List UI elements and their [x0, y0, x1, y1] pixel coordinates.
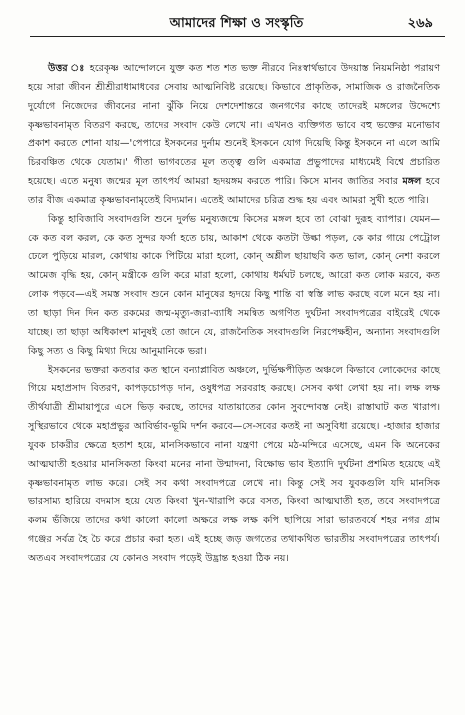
paragraph-answer — [28, 60, 440, 211]
paragraph-1-bold-word: মঙ্গল — [402, 176, 422, 188]
answer-label: উত্তর ঃ — [48, 63, 86, 74]
paragraph-2: কিন্তু হাবিজাবি সংবাদগুলি শুনে দুর্লভ মনুষ্যজন্মে কিসের মঙ্গল হবে তা বোঝা দুরূহ ব্যাপার। যেমন—কে কত বল করল, কে কত সুন্দর ফর্সা হতে চায়, আকাশ থেকে কতটা উল্কা পড়ল, কে কার গায়ে পেট্রোল ঢেলে পুড়িয়ে মারল, কোথায় কাকে পিটিয়ে মারা হলো, কোন্ অশ্লীল ছায়াছবি কত ভাল, কোন্ নেশা করলে আমেজ বৃদ্ধি হয়, কোন্ মন্ত্রীকে গুলি করে মারা হলো, কোথায় ধর্মঘট চলছে, আরো কত লোক মরবে, কত লোক পড়বে—এই সমস্ত সংবাদ শুনে কোন মানুষের হৃদয়ে কিছু শান্তি বা স্বস্তি লাভ করছে বলে মনে হয় না। তা ছাড়া দিন দিন কত রকমের জন্ম-মৃত্যু-জরা-ব্যাধি সমন্বিত অগণিত দুর্ঘটনা সংবাদপত্রের বাইরেই থেকে যাচ্ছে। তা ছাড়া অধিকাংশ মানুষই তো জানে যে, রাজনৈতিক সংবাদগুলি নিরপেক্ষহীন, অন্যান্য সংবাদগুলি কিছু সত্য ও কিছু মিথ্যা দিয়ে আনুমানিকে ভরা। — [28, 213, 440, 357]
page-header — [30, 12, 443, 34]
paragraph-1-text-a: হরেকৃষ্ণ আন্দোলনে যুক্ত কত শত শত ভক্ত নীরবে নিঃস্বার্থভাবে উদয়াস্ত নিয়মনিষ্ঠা পরায়ণ হয়ে সারা জীবন শ্রীশ্রীরাধামাধবের সেবায় আত্মনিবিষ্ট রয়েছে। কিভাবে প্রাকৃতিক, সামাজিক ও রাজনৈতিক দুর্যোগে নিজেদের জীবনের নানা ঝুঁকি নিয়ে দেশদেশান্তরে জনগণের কাছে তাদেরই মঙ্গলের উদ্দেশ্যে কৃষ্ণভাবনামৃত বিতরণ করছে, তাদের সংবাদ কেউ লেখে না। এখনও ব্যক্তিগত ভাবে বহু ভক্তের মনোভাব প্রকাশ করতে শোনা যায়—'পেপারে ইসকনের দুর্নাম শুনেই ইসকনে যোগ দিয়েছি কিন্তু ইসকনে না এলে আমি চিরবঞ্চিত থেকে যেতাম।' গীতা ভাগবতের মূল তত্ত্ব গুলি একমাত্র প্রভুপাদের মাধ্যমেই বিশ্বে প্রচারিত হয়েছে। এতে মনুষ্য জন্মের মূল তাৎপর্য আমরা হৃদয়ঙ্গম করতে পারি। কিসে মানব জাতির সবার — [28, 63, 440, 188]
header-divider — [30, 36, 445, 37]
page-number: ২৬৯ — [407, 16, 433, 31]
running-title: আমাদের শিক্ষা ও সংস্কৃতি — [169, 16, 304, 31]
paragraph-3: ইসকনের ভক্তরা কতবার কত স্থানে বন্যাপ্লাবিত অঞ্চলে, দুর্ভিক্ষপীড়িত অঞ্চলে কিভাবে লোকেদের কাছে গিয়ে মহাপ্রসাদ বিতরণ, কাপড়চোপড় দান, ওষুধপত্র সরবরাহ করছে। সেসব কথা লেখা হয় না। লক্ষ লক্ষ তীর্থযাত্রী শ্রীমায়াপুরে এসে ভিড় করছে, তাদের যাতায়াতের কোন সুবন্দোবস্ত নেই। রাস্তাঘাট কত খারাপ। সুস্থিরভাবে থেকে মহাপ্রভুর আবির্ভাব-ভূমি দর্শন করবে—সে-সবের কতই না অসুবিধা রয়েছে। -হাজার হাজার যুবক চাকরীর ক্ষেত্রে হতাশ হয়ে, মানসিকভাবে নানা যন্ত্রণা পেয়ে মঠ-মন্দিরে এসেছে, এমন কি অনেকের আত্মঘাতী হওয়ার মানসিকতা কিংবা মনের নানা উন্মাদনা, বিক্ষোভ ভাব ইত্যাদি দুর্ঘটনা প্রশমিত হয়েছে এই কৃষ্ণভাবনামৃত লাভ করে। সেই সব কথা সংবাদপত্রে লেখে না। কিন্তু সেই সব যুবকগুলি যদি মানসিক ভারসাম্য হারিয়ে বদমাস হয়ে যেত কিংবা খুন-খারাপি করে বসত, কিংবা আত্মঘাতী হত, তবে সংবাদপত্রে কলম ভঁজিয়ে তাদের কথা কালো কালো অক্ষরে লক্ষ লক্ষ কপি ছাপিয়ে সারা ভারতবর্ষে শহর নগর গ্রাম গঞ্জের সর্বত্র হৈ চৈ করে প্রচার করা হত। এই হচ্ছে জড় জগতের তথাকথিত ভারতীয় সংবাদপত্রের তাৎপর্য। অতএব সংবাদপত্রের যে কোনও সংবাদ পড়েই উদ্ভ্রান্ত হওয়া ঠিক নয়। — [28, 364, 440, 564]
paragraph-1-text-b: হবে তার বীজ একমাত্র কৃষ্ণভাবনামৃতেই বিদ্যমান। এতেই আমাদের চরিত্র শুদ্ধ হয় এবং আমরা সুখী হতে পারি। — [28, 176, 440, 206]
body-text — [28, 60, 440, 569]
